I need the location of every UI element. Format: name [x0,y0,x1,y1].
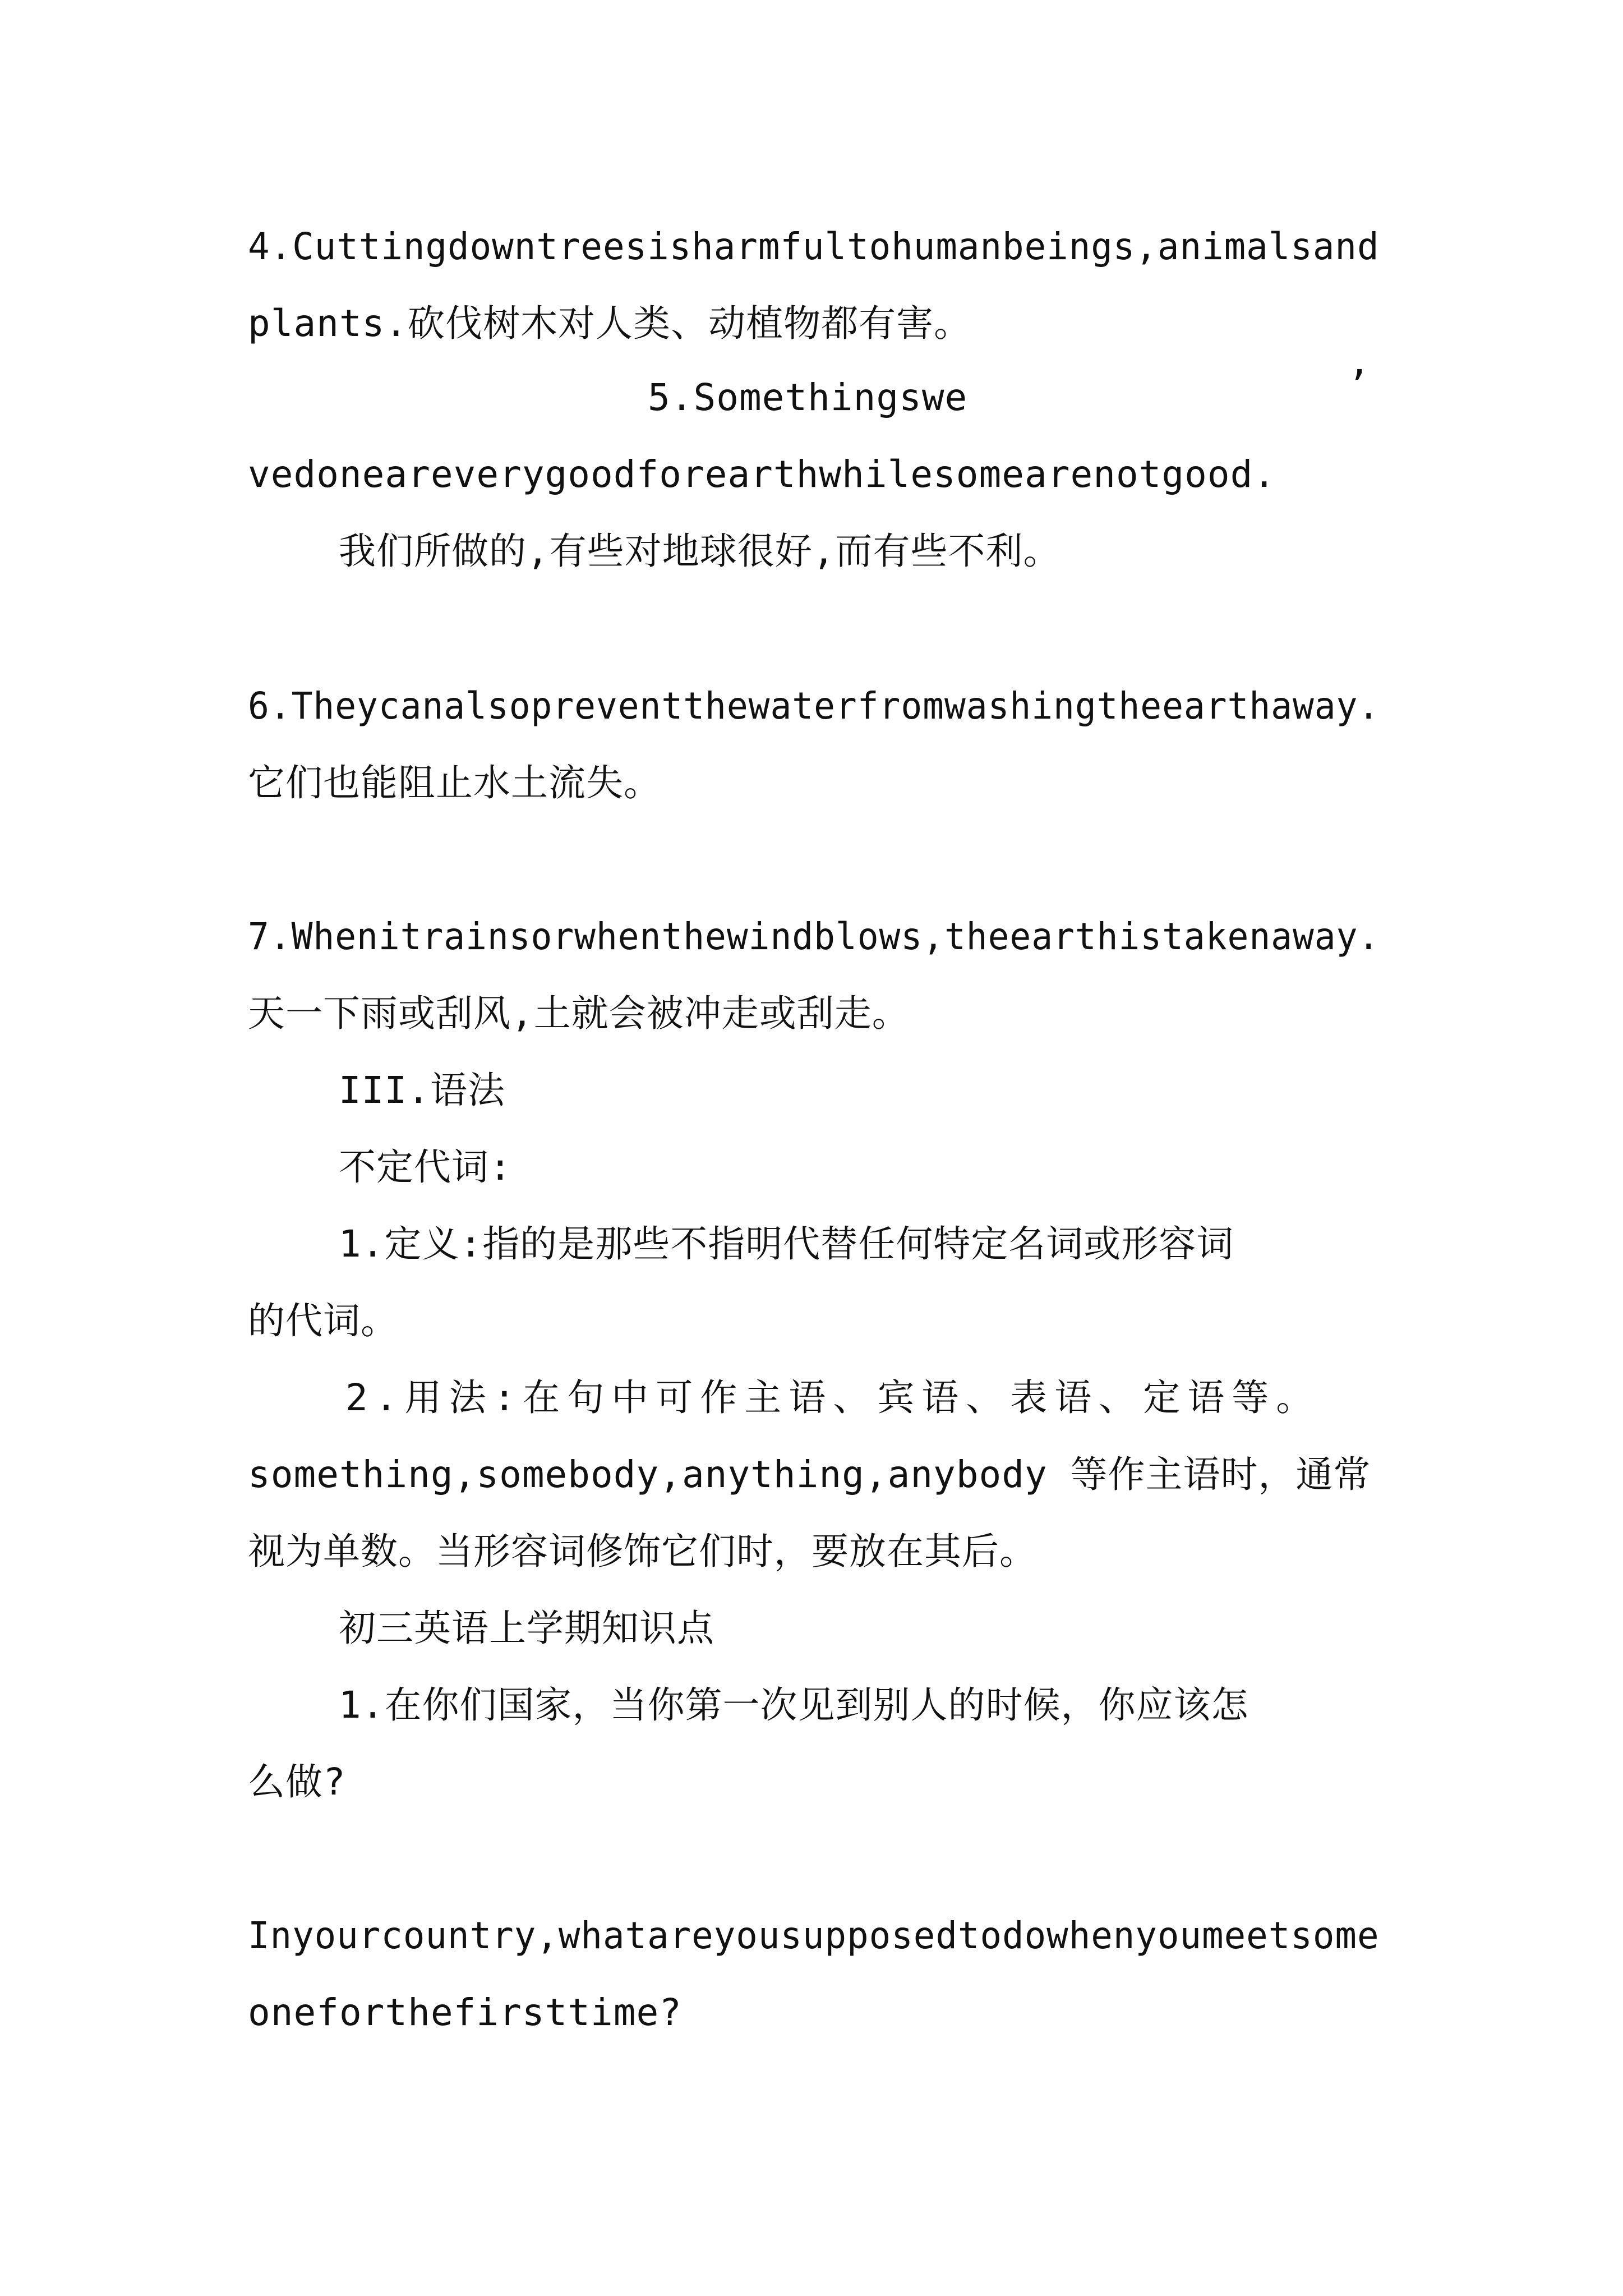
text-line: 7.Whenitrainsorwhenthewindblows,theearthistakenaway. [248,915,1380,958]
text-line: 视为单数。当形容词修饰它们时，要放在其后。 [248,1530,1037,1573]
text-line: 5.Somethingswe [648,376,968,419]
text-line: oneforthefirsttime? [248,1991,682,2034]
text-line: plants.砍伐树木对人类、动植物都有害。 [248,302,972,345]
text-line: 1.定义:指的是那些不指明代替任何特定名词或形容词 [339,1222,1234,1266]
text-line: 2.用法:在句中可作主语、宾语、表语、定语等。 [345,1376,1321,1419]
text-line: 6.Theycanalsopreventthewaterfromwashingtheearthaway. [248,684,1380,728]
text-line: 的代词。 [248,1299,398,1342]
text-line: vedoneareverygoodforearthwhilesomearenotgood. [248,453,1276,496]
text-line: 天一下雨或刮风,土就会被冲走或刮走。 [248,992,910,1035]
text-line: 我们所做的,有些对地球很好,而有些不利。 [339,530,1061,573]
text-line: 4.Cuttingdowntreesisharmfultohumanbeings,animalsand [248,225,1380,268]
text-line: Inyourcountry,whatareyousupposedtodowhenyoumeetsome [248,1914,1380,1957]
text-line: 它们也能阻止水土流失。 [248,761,661,804]
apostrophe-mark: ’ [1347,363,1370,406]
text-line: 1.在你们国家，当你第一次见到别人的时候，你应该怎 [339,1683,1249,1727]
text-line: 不定代词: [339,1145,512,1189]
text-line: 么做? [248,1760,346,1803]
text-line: something,somebody,anything,anybody 等作主语时，通常 [248,1453,1371,1496]
section-heading: 初三英语上学期知识点 [339,1607,714,1650]
section-heading: III.语法 [339,1069,505,1112]
